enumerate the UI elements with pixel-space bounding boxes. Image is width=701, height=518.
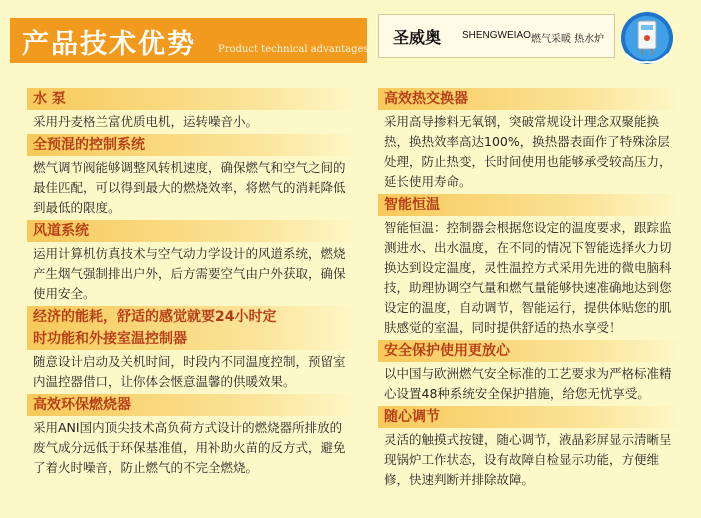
page-title: 产品技术优势 (22, 29, 196, 60)
section-body: 运用计算机仿真技术与空气动力学设计的风道系统，燃烧产生烟气强制排出户外，后方需要空气由户外获取，确保使用安全。 (33, 246, 346, 301)
header (0, 0, 701, 70)
section-body: 燃气调节阀能够调整风转机速度，确保燃气和空气之间的最佳匹配，可以得到最大的燃烧效率，将燃气的消耗降低到最低的限度。 (33, 160, 346, 215)
section-body: 智能恒温：控制器会根据您设定的温度要求，跟踪监测进水、出水温度，在不同的情况下智能选择火力切换达到设定温度，灵性温控方式采用先进的微电脑科技，助理协调空气量和燃气量能够快速准确地达到您设定的温度，自动调节，智能运行，提供体贴您的肌肤感觉的室温，同时提供舒适的热水享受！ (384, 220, 672, 335)
section-smart-thermostat (378, 194, 681, 340)
section-body: 以中国与欧洲燃气安全标准的工艺要求为严格标准精心设置48种系统安全保护措施，给您无忧享受。 (384, 366, 672, 401)
right-column (378, 88, 681, 492)
section-title: 高效环保燃烧器 (27, 394, 357, 416)
section-title: 高效热交换器 (378, 88, 681, 110)
section-water-pump (27, 88, 357, 134)
section-body: 采用ANI国内顶尖技术高负荷方式设计的燃烧器所排放的废气成分远低于环保基准值，用补助火苗的反方式，避免了着火时噪音，防止燃气的不完全燃烧。 (33, 420, 346, 475)
page-subtitle: Product technical advantages (218, 44, 369, 55)
section-air-duct (27, 220, 357, 306)
section-body: 采用高导掺料无氧钢，突破常规设计理念双聚能换热，换热效率高达100%，换热器表面作了特殊涂层处理，防止热变，长时间使用也能够承受较高压力，延长使用寿命。 (384, 114, 672, 189)
section-body: 采用丹麦格兰富优质电机，运转噪音小。 (33, 114, 259, 129)
section-premix-control (27, 134, 357, 220)
section-safety (378, 340, 681, 406)
section-title: 安全保护使用更放心 (378, 340, 681, 362)
section-adjustment (378, 406, 681, 492)
brand-name-cn: 圣威奥 (393, 28, 442, 47)
section-title-line2: 时功能和外接室温控制器 (27, 328, 357, 350)
brand-suffix: 燃气采暖 热水炉 (531, 34, 605, 45)
section-title: 风道系统 (27, 220, 357, 242)
section-heat-exchanger (378, 88, 681, 194)
section-title: 水 泵 (27, 88, 357, 110)
section-body: 随意设计启动及关机时间，时段内不同温度控制，预留室内温控器借口，让你体会惬意温馨的供暖效果。 (33, 354, 346, 389)
left-column (27, 88, 357, 480)
section-title-line1: 经济的能耗，舒适的感觉就要24小时定 (27, 306, 357, 328)
section-title: 全预混的控制系统 (27, 134, 357, 156)
boiler-logo-icon (618, 8, 676, 68)
section-title: 智能恒温 (378, 194, 681, 216)
brand-name-en: SHENGWEIAO (462, 30, 531, 41)
section-timer-thermostat (27, 306, 357, 394)
section-body: 灵活的触摸式按键，随心调节，液晶彩屏显示清晰呈现锅炉工作状态，设有故障自检显示功能，方便维修，快速判断并排除故障。 (384, 432, 672, 487)
section-title: 随心调节 (378, 406, 681, 428)
section-burner (27, 394, 357, 480)
